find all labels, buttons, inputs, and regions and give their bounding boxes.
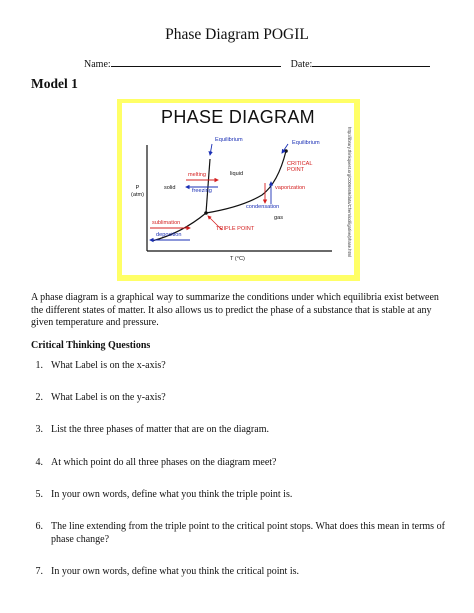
melting-curve <box>206 159 210 213</box>
phase-diagram-drawing <box>122 103 354 275</box>
question-text: What Label is on the x-axis? <box>51 360 166 371</box>
label-gas: gas <box>274 215 284 221</box>
critical-point-marker <box>284 149 288 153</box>
x-axis-label: T (°C) <box>230 256 245 262</box>
question-text: At which point do all three phases on the diagram meet? <box>51 457 277 468</box>
question-number: 3. <box>35 424 43 435</box>
triple-point-marker <box>204 211 208 215</box>
label-critical-point: CRITICAL POINT <box>287 161 313 173</box>
label-triple-point: TRIPLE POINT <box>216 226 255 232</box>
page-title: Phase Diagram POGIL <box>165 26 309 43</box>
label-freezing: freezing <box>192 188 212 194</box>
phase-diagram-figure <box>117 99 360 281</box>
label-liquid: liquid <box>230 171 244 177</box>
label-solid: solid <box>164 185 176 191</box>
name-date-row <box>84 57 430 70</box>
question-text: In your own words, define what you think the critical point is. <box>51 566 300 577</box>
critical-thinking-heading: Critical Thinking Questions <box>31 340 151 351</box>
label-condensation: condensation <box>246 204 280 210</box>
question-number: 4. <box>35 457 43 468</box>
label-equilibrium-right: Equilibrium <box>292 140 320 146</box>
y-axis-label: P (atm) <box>130 185 145 198</box>
question-text: List the three phases of matter that are on the diagram. <box>51 424 269 435</box>
figure-source-url: http://library.thinkquest.org/C006669/data/Chem/colligative/phase.html <box>347 127 352 258</box>
date-label: Date: <box>290 59 313 70</box>
equilibrium-left-arrow <box>210 144 212 155</box>
question-text: What Label is on the y-axis? <box>51 392 166 403</box>
name-field-line[interactable] <box>111 57 281 67</box>
label-melting: melting <box>188 172 207 178</box>
label-equilibrium-left: Equilibrium <box>215 137 243 143</box>
name-label: Name: <box>84 59 111 70</box>
figure-panel <box>122 103 354 275</box>
question-number: 7. <box>35 566 43 577</box>
question-number: 2. <box>35 392 43 403</box>
model-heading: Model 1 <box>31 76 78 91</box>
question-number: 1. <box>35 360 43 371</box>
label-deposition: deposition <box>156 232 182 238</box>
question-number: 5. <box>35 489 43 500</box>
question-text: In your own words, define what you think the triple point is. <box>51 489 293 500</box>
label-sublimation: sublimation <box>152 220 181 226</box>
question-text: The line extending from the triple point to the critical point stops. What does this mean in terms of phase change? <box>51 521 445 545</box>
question-number: 6. <box>35 521 43 532</box>
intro-paragraph: A phase diagram is a graphical way to summarize the conditions under which equilibria exist between the different states of matter. It also allows us to predict the phase of a substance that is stable at any given temperature and pressure. <box>31 292 439 328</box>
label-vaporization: vaporization <box>275 185 306 191</box>
figure-title: PHASE DIAGRAM <box>161 107 315 127</box>
date-field-line[interactable] <box>312 57 430 67</box>
